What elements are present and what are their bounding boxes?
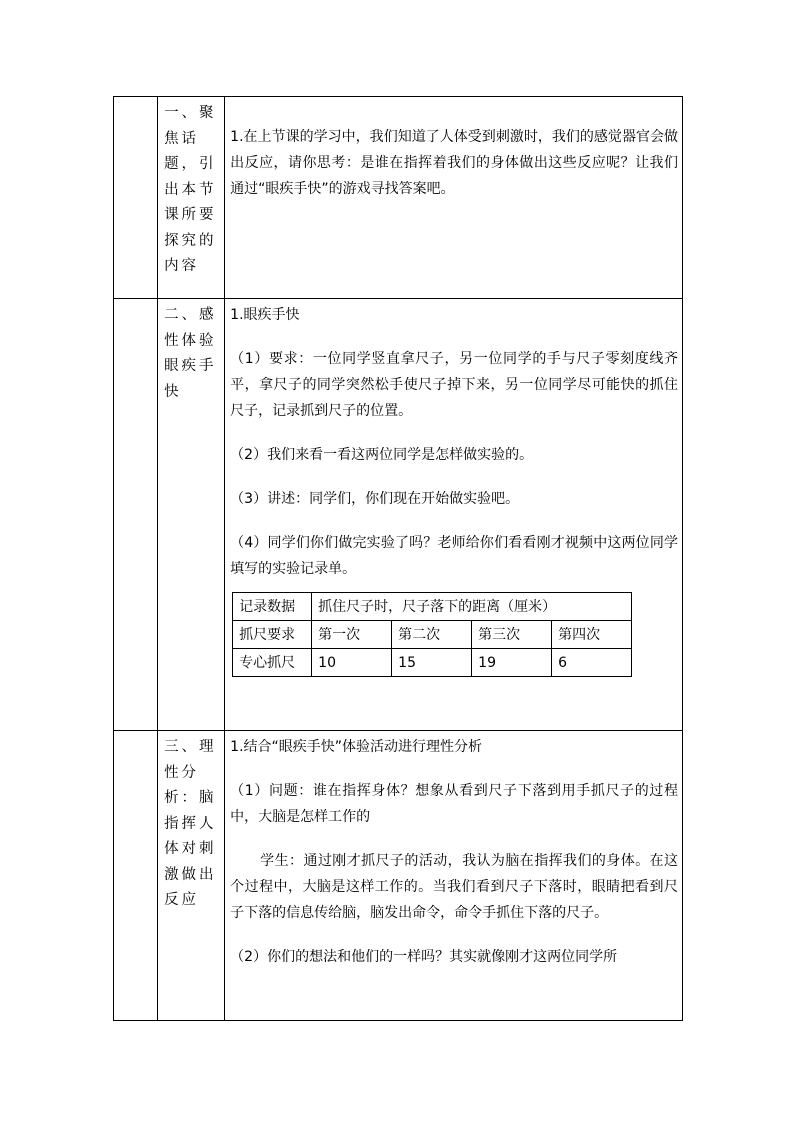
trial-header: 第二次	[392, 621, 472, 649]
trial-value: 6	[552, 649, 632, 677]
corner-bottom-label: 抓尺要求	[233, 621, 312, 649]
section-row-1	[114, 97, 683, 299]
paragraph: （4）同学们你们做完实验了吗？老师给你们看看刚才视频中这两位同学填写的实验记录单。	[230, 535, 678, 577]
distance-header: 抓住尺子时，尺子落下的距离（厘米）	[312, 593, 632, 621]
paragraph: （1）问题：谁在指挥身体？想象从看到尺子下落到用手抓尺子的过程中，大脑是怎样工作的	[230, 783, 678, 825]
paragraph: （2）我们来看一看这两位同学是怎样做实验的。	[230, 447, 534, 463]
content-cell	[225, 299, 683, 731]
trial-value: 19	[472, 649, 552, 677]
section-row-2	[114, 299, 683, 731]
paragraph: （1）要求：一位同学竖直拿尺子，另一位同学的手与尺子零刻度线齐平，拿尺子的同学突然松手使尺子掉下来，另一位同学尽可能快的抓住尺子，记录抓到尺子的位置。	[230, 351, 678, 419]
blank-cell	[114, 97, 158, 299]
row-label: 专心抓尺	[233, 649, 312, 677]
paragraph: 1.结合“眼疾手快”体验活动进行理性分析	[230, 739, 483, 755]
blank-cell	[114, 299, 158, 731]
blank-cell	[114, 731, 158, 1021]
trial-header: 第四次	[552, 621, 632, 649]
paragraph: （3）讲述：同学们，你们现在开始做实验吧。	[230, 491, 520, 507]
corner-top-label: 记录数据	[233, 593, 312, 621]
step-title: 三、理性分析：脑指挥人体对刺激做出反应	[164, 739, 217, 908]
section-row-3	[114, 731, 683, 1021]
paragraph: （2）你们的想法和他们的一样吗？其实就像刚才这两位同学所	[230, 949, 618, 965]
trial-value: 10	[312, 649, 392, 677]
step-cell	[158, 731, 225, 1021]
content-cell	[225, 731, 683, 1021]
experiment-record-table	[232, 592, 632, 677]
trial-header: 第一次	[312, 621, 392, 649]
paragraph: 学生：通过刚才抓尺子的活动，我认为脑在指挥我们的身体。在这个过程中，大脑是这样工作的。当我们看到尺子下落时，眼睛把看到尺子下落的信息传给脑，脑发出命令，命令手抓住下落的尺子。	[230, 853, 678, 921]
trial-header: 第三次	[472, 621, 552, 649]
step-title: 二、感性体验眼疾手快	[164, 307, 217, 400]
paragraph: 1.在上节课的学习中，我们知道了人体受到刺激时，我们的感觉器官会做出反应，请你思考：是谁在指挥着我们的身体做出这些反应呢？让我们通过“眼疾手快”的游戏寻找答案吧。	[230, 129, 678, 197]
paragraph: 1.眼疾手快	[230, 307, 300, 323]
content-cell	[225, 97, 683, 299]
step-cell	[158, 299, 225, 731]
step-cell	[158, 97, 225, 299]
lesson-plan-table	[113, 96, 683, 1021]
step-title: 一、聚焦话题，引出本节课所要探究的内容	[164, 105, 217, 274]
trial-value: 15	[392, 649, 472, 677]
